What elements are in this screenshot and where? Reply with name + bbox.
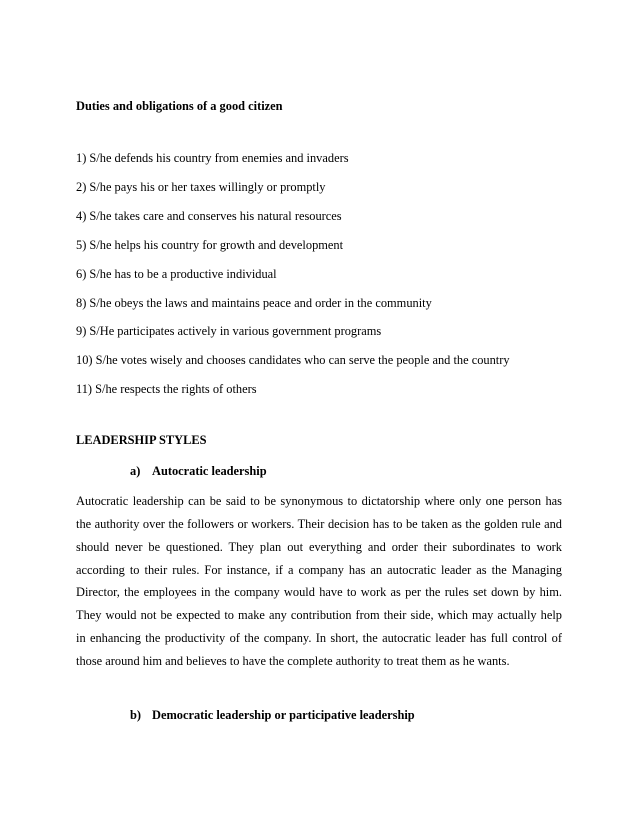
list-marker: a) xyxy=(130,464,141,478)
duty-item: 10) S/he votes wisely and chooses candidates who can serve the people and the country xyxy=(76,353,510,367)
duty-item: 4) S/he takes care and conserves his natural resources xyxy=(76,209,342,223)
paragraph-line: Autocratic leadership can be said to be synonymous to dictatorship where only one person has xyxy=(76,494,562,508)
duty-item: 11) S/he respects the rights of others xyxy=(76,382,257,396)
paragraph-line: the authority over the followers or workers. Their decision has to be taken as the golden rule and xyxy=(76,517,562,531)
paragraph-line: according to their rules. For instance, if a company has an autocratic leader as the Managing xyxy=(76,563,562,577)
duty-item: 9) S/He participates actively in various government programs xyxy=(76,324,382,338)
duty-item: 8) S/he obeys the laws and maintains peace and order in the community xyxy=(76,296,432,310)
duty-item: 1) S/he defends his country from enemies and invaders xyxy=(76,151,349,165)
paragraph-line: in enhancing the productivity of the company. In short, the autocratic leader has full control of xyxy=(76,631,562,645)
duties-heading: Duties and obligations of a good citizen xyxy=(76,99,283,113)
paragraph-line: They would not be expected to make any contribution from their side, which may actually help xyxy=(76,608,562,622)
subheading-label: Autocratic leadership xyxy=(152,464,267,478)
duty-item: 5) S/he helps his country for growth and development xyxy=(76,238,344,252)
list-marker: b) xyxy=(130,708,142,722)
paragraph-line: should never be questioned. They plan out everything and order their subordinates to work xyxy=(76,540,562,554)
paragraph-line: those around him and believes to have the complete authority to treat them as he wants. xyxy=(76,654,510,668)
duty-item: 6) S/he has to be a productive individual xyxy=(76,267,277,281)
paragraph-line: Director, the employees in the company would have to work as per the rules set down by him. xyxy=(76,585,562,599)
leadership-heading: LEADERSHIP STYLES xyxy=(76,433,207,447)
subheading-label: Democratic leadership or participative leadership xyxy=(152,708,415,722)
duty-item: 2) S/he pays his or her taxes willingly or promptly xyxy=(76,180,326,194)
